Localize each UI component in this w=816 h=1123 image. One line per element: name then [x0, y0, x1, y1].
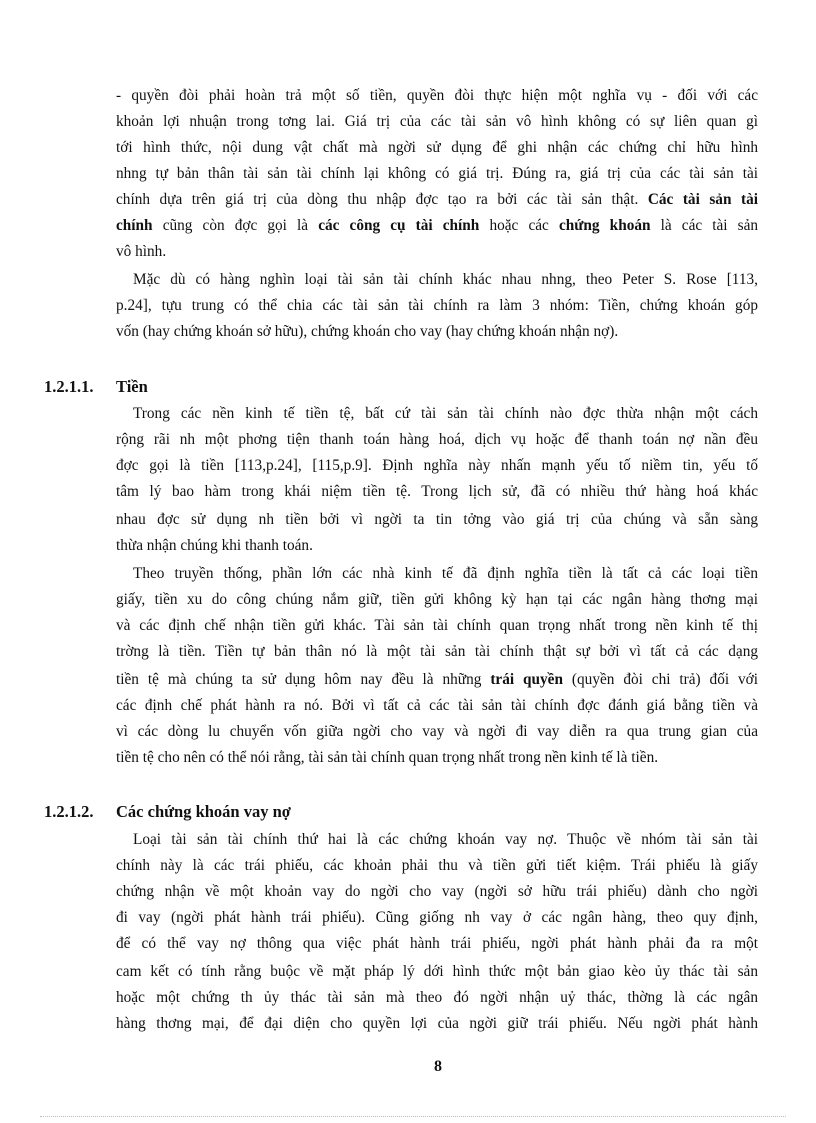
- text-line: vốn (hay chứng khoán sở hữu), chứng khoán cho vay (hay chứng khoán nhận nợ).: [116, 323, 619, 340]
- bold-term: Các tài sản tài: [647, 191, 758, 208]
- text-line: [116, 670, 758, 690]
- text-span: tiền tệ mà chúng ta sử dụng hôm nay đều là những: [116, 671, 482, 688]
- text-line: Mặc dù có hàng nghìn loại tài sản tài chính khác nhau nhng, theo Peter S. Rose [113,: [133, 271, 758, 288]
- text-line: p.24], tựu trung có thể chia các tài sản tài chính ra làm 3 nhóm: Tiền, chứng khoán góp: [116, 297, 758, 314]
- text-line: tới hình thức, nội dung vật chất mà ngời sử dụng để ghi nhận các chứng chỉ hữu hình: [116, 139, 758, 156]
- section-title: Các chứng khoán vay nợ: [116, 802, 291, 821]
- bold-term: các công cụ tài chính: [318, 217, 480, 234]
- text-line: Trong các nền kinh tế tiền tệ, bất cứ tài sản tài chính nào đợc thừa nhận một cách: [133, 405, 758, 422]
- text-line: chính này là các trái phiếu, các khoản phải thu và tiền gửi tiết kiệm. Trái phiếu là giấy: [116, 857, 758, 874]
- text-line: trờng là tiền. Tiền tự bản thân nó là một tài sản tài chính thật sự bởi vì tất cả các dạng: [116, 643, 758, 660]
- text-line: cam kết có tính rằng buộc về mặt pháp lý dới hình thức một bản giao kèo ủy thác tài sản: [116, 963, 758, 980]
- text-span: là các tài sản: [660, 217, 759, 234]
- text-line: vô hình.: [116, 243, 167, 260]
- text-line: đợc gọi là tiền [113,p.24], [115,p.9]. Định nghĩa này nhấn mạnh yếu tố niềm tin, yếu tố: [116, 457, 758, 474]
- text-line: giấy, tiền xu do công chúng nắm giữ, tiền gửi không kỳ hạn tại các ngân hàng thơng mại: [116, 591, 758, 608]
- section-number: 1.2.1.1.: [44, 377, 94, 396]
- text-line: thừa nhận chúng khi thanh toán.: [116, 537, 313, 554]
- section-number: 1.2.1.2.: [44, 802, 94, 821]
- text-span: cũng còn đợc gọi là: [162, 217, 309, 234]
- text-line: nhau đợc sử dụng nh tiền bởi vì ngời ta tin tởng vào giá trị của chúng và sẵn sàng: [116, 511, 758, 528]
- text-line: [116, 216, 758, 236]
- text-line: Loại tài sản tài chính thứ hai là các chứng khoán vay nợ. Thuộc về nhóm tài sản tài: [133, 831, 758, 848]
- text-line: hàng thơng mại, để đại diện cho quyền lợi của ngời giữ trái phiếu. Nếu ngời phát hành: [116, 1015, 758, 1032]
- text-line: để có thể vay nợ thông qua việc phát hành trái phiếu, ngời phát hành phải đa ra một: [116, 935, 758, 952]
- text-span: (quyền đòi chi trả) đối với: [571, 671, 759, 688]
- text-line: tâm lý bao hàm trong khái niệm tiền tệ. Trong lịch sử, đã có nhiều thứ hàng hoá khác: [116, 483, 758, 500]
- text-line: vì các dòng lu chuyển vốn giữa ngời cho vay và ngời đi vay diễn ra qua trung gian của: [116, 723, 758, 740]
- bold-term: trái quyền: [490, 671, 563, 688]
- text-span: chính dựa trên giá trị của dòng thu nhập đợc tạo ra bởi các tài sản thật.: [116, 191, 639, 208]
- text-line: các định chế phát hành ra nó. Bởi vì tất cả các tài sản tài chính đợc đánh giá bằng tiền và: [116, 697, 758, 714]
- bold-term: chính: [116, 217, 153, 234]
- text-line: tiền tệ cho nên có thể nói rằng, tài sản tài chính quan trọng nhất trong nền kinh tế là tiền.: [116, 749, 659, 766]
- footer-divider: [40, 1116, 786, 1117]
- text-line: và các định chế nhận tiền gửi khác. Tài sản tài chính quan trọng nhất trong nền kinh tế thị: [116, 617, 758, 634]
- section-title: Tiền: [116, 377, 148, 396]
- section-heading: [44, 802, 291, 822]
- text-line: [116, 190, 758, 210]
- bold-term: chứng khoán: [558, 217, 651, 234]
- text-line: nhng tự bản thân tài sản tài chính lại không có giá trị. Đúng ra, giá trị của các tài sản tài: [116, 165, 758, 182]
- text-line: - quyền đòi phải hoàn trả một số tiền, quyền đòi thực hiện một nghĩa vụ - đối với các: [116, 87, 758, 104]
- page-number: 8: [434, 1058, 442, 1075]
- section-heading: [44, 377, 148, 397]
- text-line: khoản lợi nhuận trong tơng lai. Giá trị của các tài sản vô hình không có sự liên quan gì: [116, 113, 758, 130]
- text-line: hoặc một chứng th ủy thác tài sản mà theo đó ngời nhận uỷ thác, thờng là các ngân: [116, 989, 758, 1006]
- text-line: chứng nhận về một khoản vay do ngời cho vay (ngời sở hữu trái phiếu) dành cho ngời: [116, 883, 758, 900]
- text-line: Theo truyền thống, phần lớn các nhà kinh tế đã định nghĩa tiền là tất cả các loại tiền: [133, 565, 758, 582]
- text-line: đi vay (ngời phát hành trái phiếu). Cũng giống nh vay ở các ngân hàng, theo quy định,: [116, 909, 758, 926]
- text-line: rộng rãi nh một phơng tiện thanh toán hàng hoá, dịch vụ hoặc để thanh toán nợ nần đều: [116, 431, 758, 448]
- text-span: hoặc các: [489, 217, 549, 234]
